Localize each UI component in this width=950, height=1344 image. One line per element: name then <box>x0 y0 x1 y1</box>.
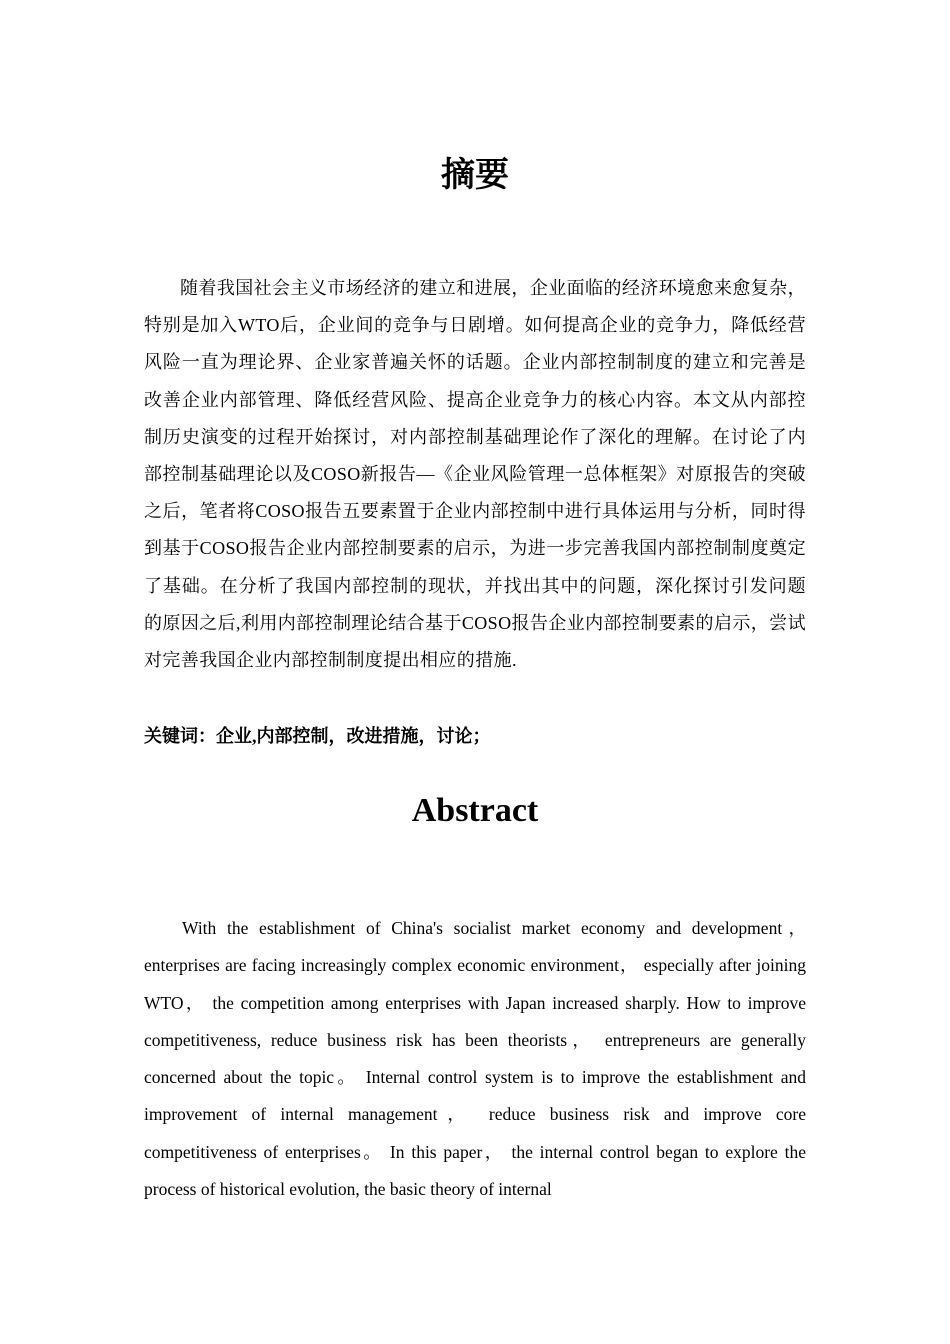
keywords-line: 关键词：企业,内部控制，改进措施，讨论； <box>144 726 491 746</box>
abstract-body-chinese: 随着我国社会主义市场经济的建立和进展，企业面临的经济环境愈来愈复杂，特别是加入WTO后，企业间的竞争与日剧增。如何提高企业的竞争力，降低经营风险一直为理论界、企业家普遍关怀的话题。企业内部控制制度的建立和完善是改善企业内部管理、降低经营风险、提高企业竞争力的核心内容。本文从内部控制历史演变的过程开始探讨，对内部控制基础理论作了深化的理解。在讨论了内部控制基础理论以及COSO新报告—《企业风险管理一总体框架》对原报告的突破之后，笔者将COSO报告五要素置于企业内部控制中进行具体运用与分析，同时得到基于COSO报告企业内部控制要素的启示，为进一步完善我国内部控制制度奠定了基础。在分析了我国内部控制的现状，并找出其中的问题，深化探讨引发问题的原因之后,利用内部控制理论结合基于COSO报告企业内部控制要素的启示，尝试对完善我国企业内部控制制度提出相应的措施. <box>144 278 806 671</box>
abstract-title-chinese: 摘要 <box>441 155 509 195</box>
abstract-body-english: With the establishment of China's socialist market economy and development，enterprises are facing increasingly complex economic environment， especially after joining WTO， the competition among enterprises with Japan increased sharply. How to improve competitiveness, reduce business risk has been theorists， entrepreneurs are generally concerned about the topic。 Internal control system is to improve the establishment and improvement of internal management， reduce business risk and improve core competitiveness of enterprises。 In this paper， the internal control began to explore the process of historical evolution, the basic theory of internal <box>144 918 806 1200</box>
abstract-title-english: Abstract <box>411 792 539 829</box>
